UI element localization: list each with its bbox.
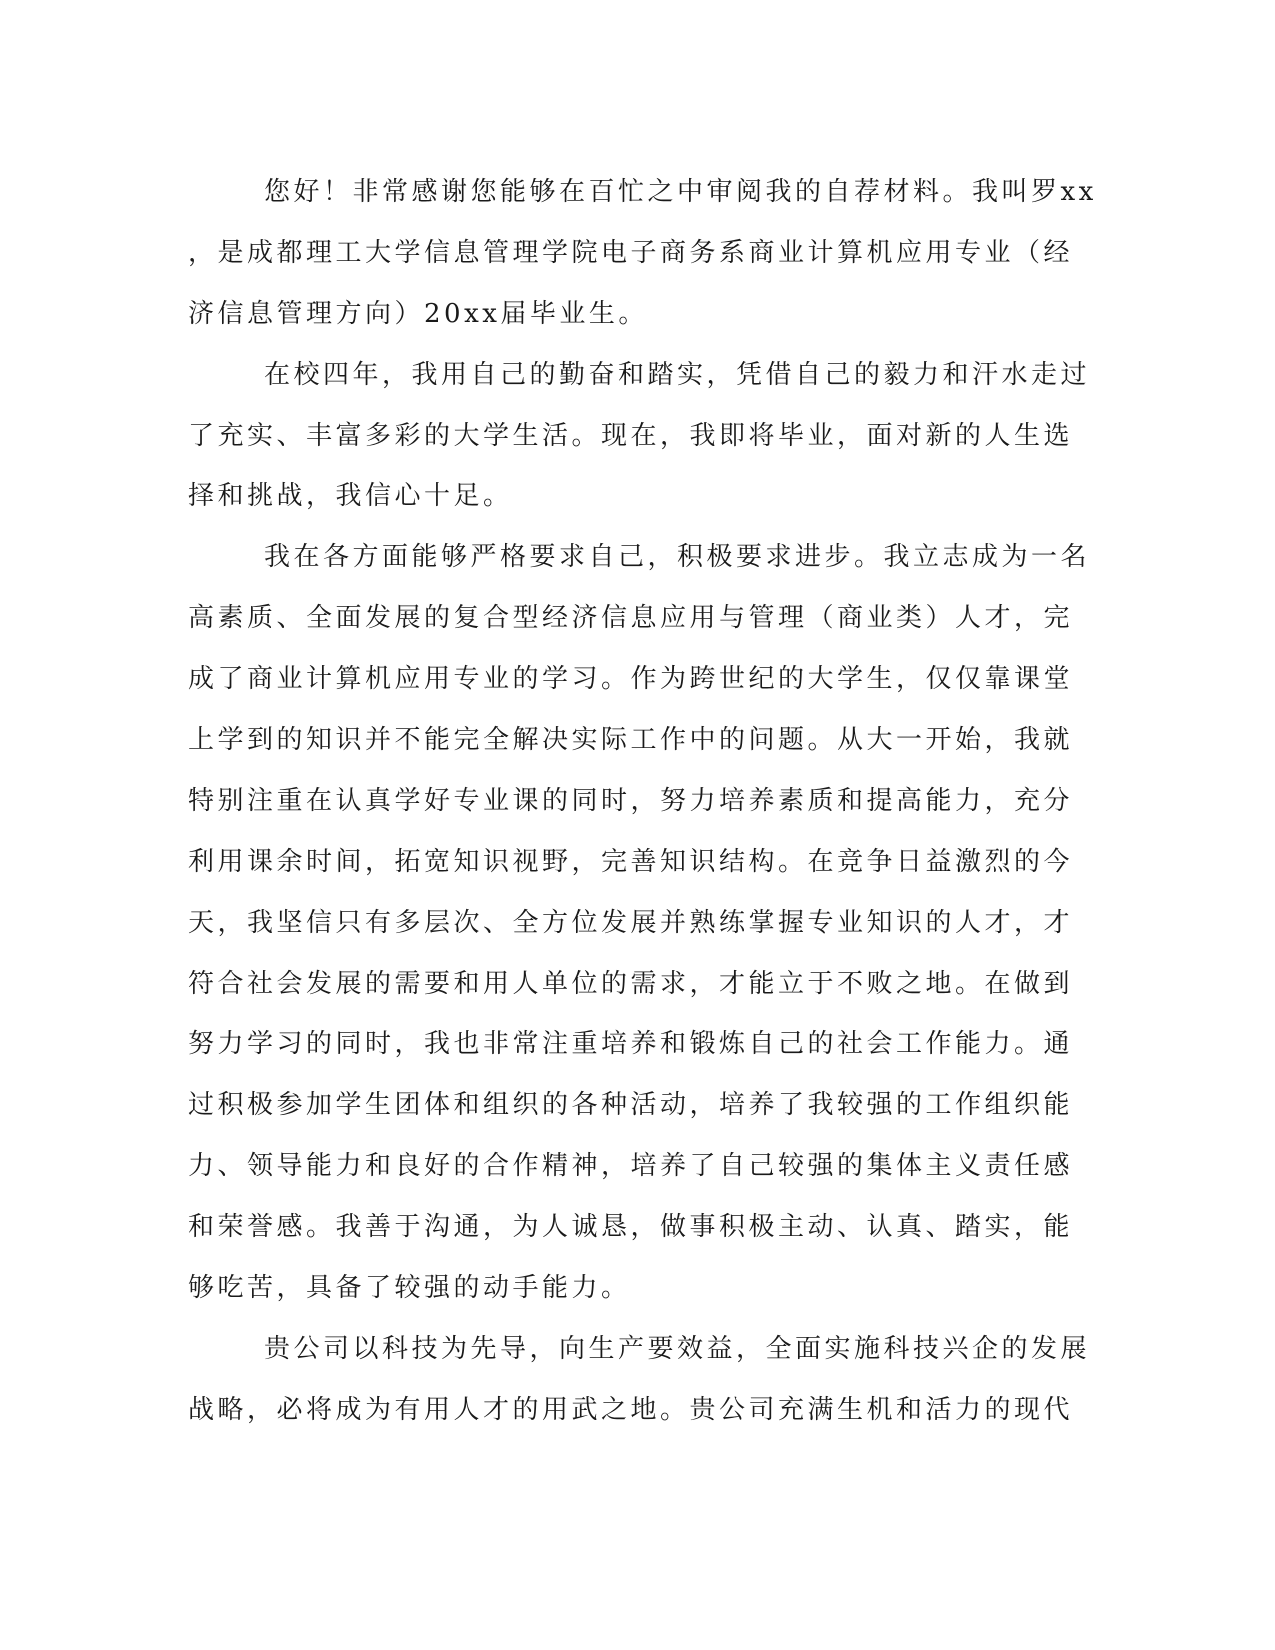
text-line: 高素质、全面发展的复合型经济信息应用与管理（商业类）人才，完 (188, 603, 1074, 634)
text-line: 力、领导能力和良好的合作精神，培养了自己较强的集体主义责任感 (188, 1151, 1074, 1182)
paragraph-1 (188, 162, 1097, 345)
text-line: 济信息管理方向）20xx届毕业生。 (188, 298, 648, 329)
text-line: 够吃苦，具备了较强的动手能力。 (188, 1273, 631, 1304)
text-line: 成了商业计算机应用专业的学习。作为跨世纪的大学生，仅仅靠课堂 (188, 664, 1074, 695)
text-line: 择和挑战，我信心十足。 (188, 481, 513, 512)
paragraph-2 (188, 345, 1091, 528)
text-line: 贵公司以科技为先导，向生产要效益，全面实施科技兴企的发展 (264, 1333, 1091, 1364)
paragraph-3 (188, 527, 1091, 1319)
text-line: 过积极参加学生团体和组织的各种活动，培养了我较强的工作组织能 (188, 1090, 1074, 1121)
text-line: 您好！非常感谢您能够在百忙之中审阅我的自荐材料。我叫罗xx (264, 177, 1097, 207)
text-line: 战略，必将成为有用人才的用武之地。贵公司充满生机和活力的现代 (188, 1394, 1074, 1425)
text-line: ，是成都理工大学信息管理学院电子商务系商业计算机应用专业（经 (188, 237, 1074, 268)
letter-body (188, 162, 1097, 1441)
paragraph-4 (188, 1319, 1091, 1441)
text-line: 努力学习的同时，我也非常注重培养和锻炼自己的社会工作能力。通 (188, 1029, 1074, 1060)
text-line: 上学到的知识并不能完全解决实际工作中的问题。从大一开始，我就 (188, 725, 1074, 756)
text-line: 特别注重在认真学好专业课的同时，努力培养素质和提高能力，充分 (188, 785, 1074, 816)
text-line: 天，我坚信只有多层次、全方位发展并熟练掌握专业知识的人才，才 (188, 907, 1074, 938)
text-line: 符合社会发展的需要和用人单位的需求，才能立于不败之地。在做到 (188, 968, 1074, 999)
text-line: 在校四年，我用自己的勤奋和踏实，凭借自己的毅力和汗水走过 (264, 359, 1091, 390)
text-line: 和荣誉感。我善于沟通，为人诚恳，做事积极主动、认真、踏实，能 (188, 1212, 1074, 1243)
text-line: 了充实、丰富多彩的大学生活。现在，我即将毕业，面对新的人生选 (188, 420, 1074, 451)
text-line: 利用课余时间，拓宽知识视野，完善知识结构。在竞争日益激烈的今 (188, 846, 1074, 877)
text-line: 我在各方面能够严格要求自己，积极要求进步。我立志成为一名 (264, 542, 1091, 573)
